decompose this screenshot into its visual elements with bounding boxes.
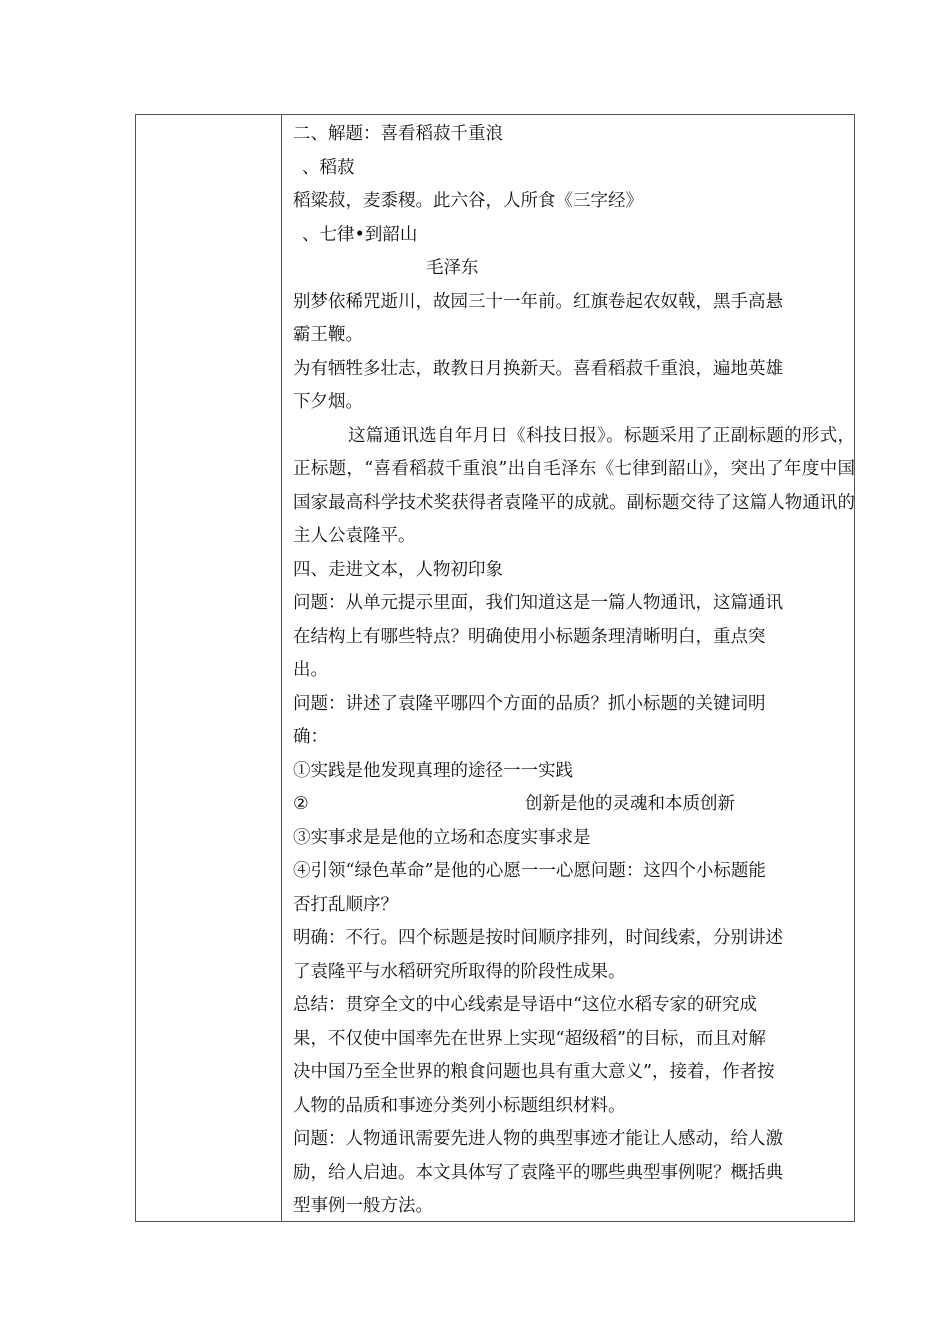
question-line: 励，给人启迪。本文具体写了袁隆平的哪些典型事例呢？概括典 bbox=[293, 1162, 783, 1183]
question-line: 型事例一般方法。 bbox=[293, 1196, 433, 1216]
answer-line: 明确：不行。四个标题是按时间顺序排列，时间线索，分别讲述 bbox=[293, 928, 783, 948]
summary-line: 果，不仅使中国率先在世界上实现“超级稻”的目标，而且对解 bbox=[293, 1028, 766, 1049]
summary-line: 总结：贯穿全文的中心线索是导语中“这位水稻专家的研究成 bbox=[293, 995, 757, 1015]
intro-paragraph: 这篇通讯选自年月日《科技日报》。标题采用了正副标题的形式，正标题，“喜看稻菽千重浪”出自毛泽东《七律到韶山》，突出了年度中国国家最高科学技术奖获得者袁隆平的成就。副标题交待了这篇人物通讯的主人公袁隆平。 bbox=[293, 425, 855, 546]
list-item: 否打乱顺序？ bbox=[293, 894, 398, 915]
question-line: 问题：人物通讯需要先进人物的典型事迹才能让人感动，给人激 bbox=[293, 1129, 783, 1149]
poem-author: 毛泽东 bbox=[426, 258, 479, 278]
summary-line: 人物的品质和事迹分类列小标题组织材料。 bbox=[293, 1095, 626, 1116]
list-item: ①实践是他发现真理的途径一一实践 bbox=[293, 760, 573, 781]
quote-line: 稻粱菽，麦黍稷。此六谷，人所食《三字经》 bbox=[293, 191, 643, 211]
poem-line: 别梦依稀咒逝川，故园三十一年前。红旗卷起农奴戟，黑手高悬 bbox=[293, 291, 783, 312]
poem-line: 下夕烟。 bbox=[293, 392, 363, 412]
list-item-text: 创新是他的灵魂和本质创新 bbox=[525, 794, 735, 814]
question-line: 确： bbox=[293, 727, 328, 747]
question-line: 在结构上有哪些特点？明确使用小标题条理清晰明白，重点突 bbox=[293, 626, 766, 647]
poem-line: 霸王鞭。 bbox=[293, 325, 363, 345]
question-line: 出。 bbox=[293, 660, 328, 680]
question-line: 问题：讲述了袁隆平哪四个方面的品质？抓小标题的关键词明 bbox=[293, 693, 766, 714]
list-item bbox=[293, 788, 855, 822]
summary-line: 决中国乃至全世界的粮食问题也具有重大意义”，接着，作者按 bbox=[293, 1062, 775, 1082]
list-item: ③实事求是是他的立场和态度实事求是 bbox=[293, 827, 591, 848]
lesson-table bbox=[135, 114, 855, 1222]
list-item: ④引领“绿色革命”是他的心愿一一心愿问题：这四个小标题能 bbox=[293, 861, 766, 881]
section-heading: 二、解题：喜看稻菽千重浪 bbox=[293, 124, 503, 144]
subheading: 、稻菽 bbox=[302, 157, 355, 178]
section-heading: 四、走进文本，人物初印象 bbox=[293, 559, 503, 580]
column-divider bbox=[281, 115, 282, 1221]
question-line: 问题：从单元提示里面，我们知道这是一篇人物通讯，这篇通讯 bbox=[293, 593, 783, 613]
answer-line: 了袁隆平与水稻研究所取得的阶段性成果。 bbox=[293, 961, 626, 982]
poem-line: 为有牺牲多壮志，敢教日月换新天。喜看稻菽千重浪，遍地英雄 bbox=[293, 358, 783, 379]
list-item-number: ② bbox=[293, 794, 309, 814]
subheading: 、七律•到韶山 bbox=[302, 224, 418, 245]
lesson-content bbox=[293, 118, 855, 1224]
